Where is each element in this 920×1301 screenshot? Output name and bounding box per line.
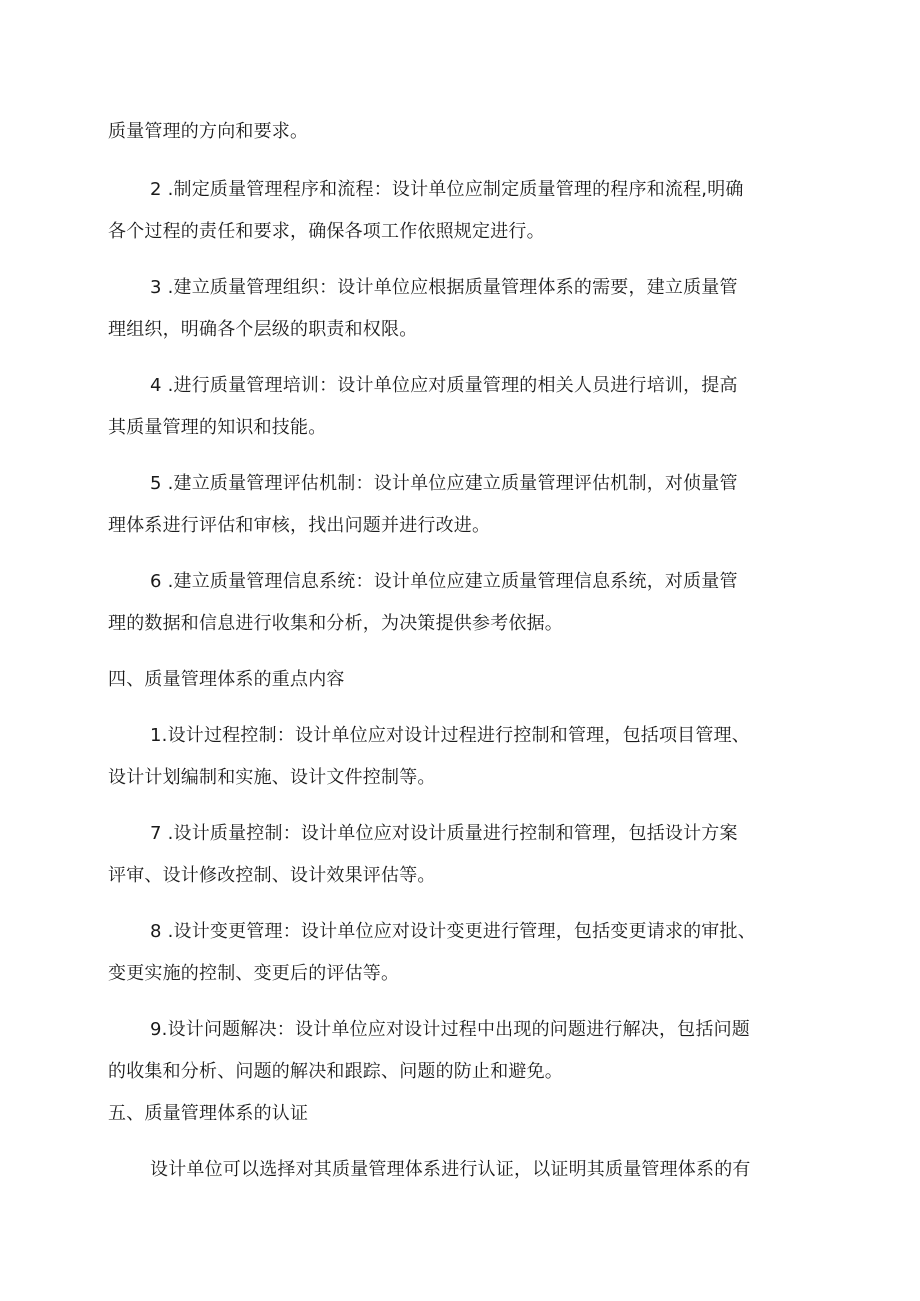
section-heading-5: 五、质量管理体系的认证: [108, 1103, 309, 1124]
list-item-2-line-1: 2 .制定质量管理程序和流程：设计单位应制定质量管理的程序和流程,明确: [150, 179, 744, 200]
certification-paragraph-line-1: 设计单位可以选择对其质量管理体系进行认证，以证明其质量管理体系的有: [150, 1159, 751, 1180]
focus-item-8-line-2: 变更实施的控制、变更后的评估等。: [108, 963, 400, 984]
list-item-3-line-2: 理组织，明确各个层级的职责和权限。: [108, 319, 418, 340]
focus-item-9-line-2: 的收集和分析、问题的解决和跟踪、问题的防止和避免。: [108, 1061, 563, 1082]
list-item-6-line-2: 理的数据和信息进行收集和分析，为决策提供参考依据。: [108, 613, 563, 634]
list-item-2-line-2: 各个过程的责任和要求，确保各项工作依照规定进行。: [108, 221, 545, 242]
list-item-4-line-1: 4 .进行质量管理培训：设计单位应对质量管理的相关人员进行培训，提高: [150, 375, 738, 396]
list-item-3-line-1: 3 .建立质量管理组织：设计单位应根据质量管理体系的需要，建立质量管: [150, 277, 738, 298]
section-heading-4: 四、质量管理体系的重点内容: [108, 669, 345, 690]
focus-item-1-line-2: 设计计划编制和实施、设计文件控制等。: [108, 767, 436, 788]
focus-item-7-line-1: 7 .设计质量控制：设计单位应对设计质量进行控制和管理，包括设计方案: [150, 823, 738, 844]
focus-item-9-line-1: 9.设计问题解决：设计单位应对设计过程中出现的问题进行解决，包括问题: [150, 1019, 750, 1040]
focus-item-8-line-1: 8 .设计变更管理：设计单位应对设计变更进行管理，包括变更请求的审批、: [150, 921, 756, 942]
list-item-5-line-1: 5 .建立质量管理评估机制：设计单位应建立质量管理评估机制，对侦量管: [150, 473, 738, 494]
list-item-6-line-1: 6 .建立质量管理信息系统：设计单位应建立质量管理信息系统，对质量管: [150, 571, 738, 592]
list-item-5-line-2: 理体系进行评估和审核，找出问题并进行改进。: [108, 515, 491, 536]
list-item-4-line-2: 其质量管理的知识和技能。: [108, 417, 327, 438]
text-line-1: 质量管理的方向和要求。: [108, 121, 309, 142]
focus-item-7-line-2: 评审、设计修改控制、设计效果评估等。: [108, 865, 436, 886]
focus-item-1-line-1: 1.设计过程控制：设计单位应对设计过程进行控制和管理，包括项目管理、: [150, 725, 750, 746]
